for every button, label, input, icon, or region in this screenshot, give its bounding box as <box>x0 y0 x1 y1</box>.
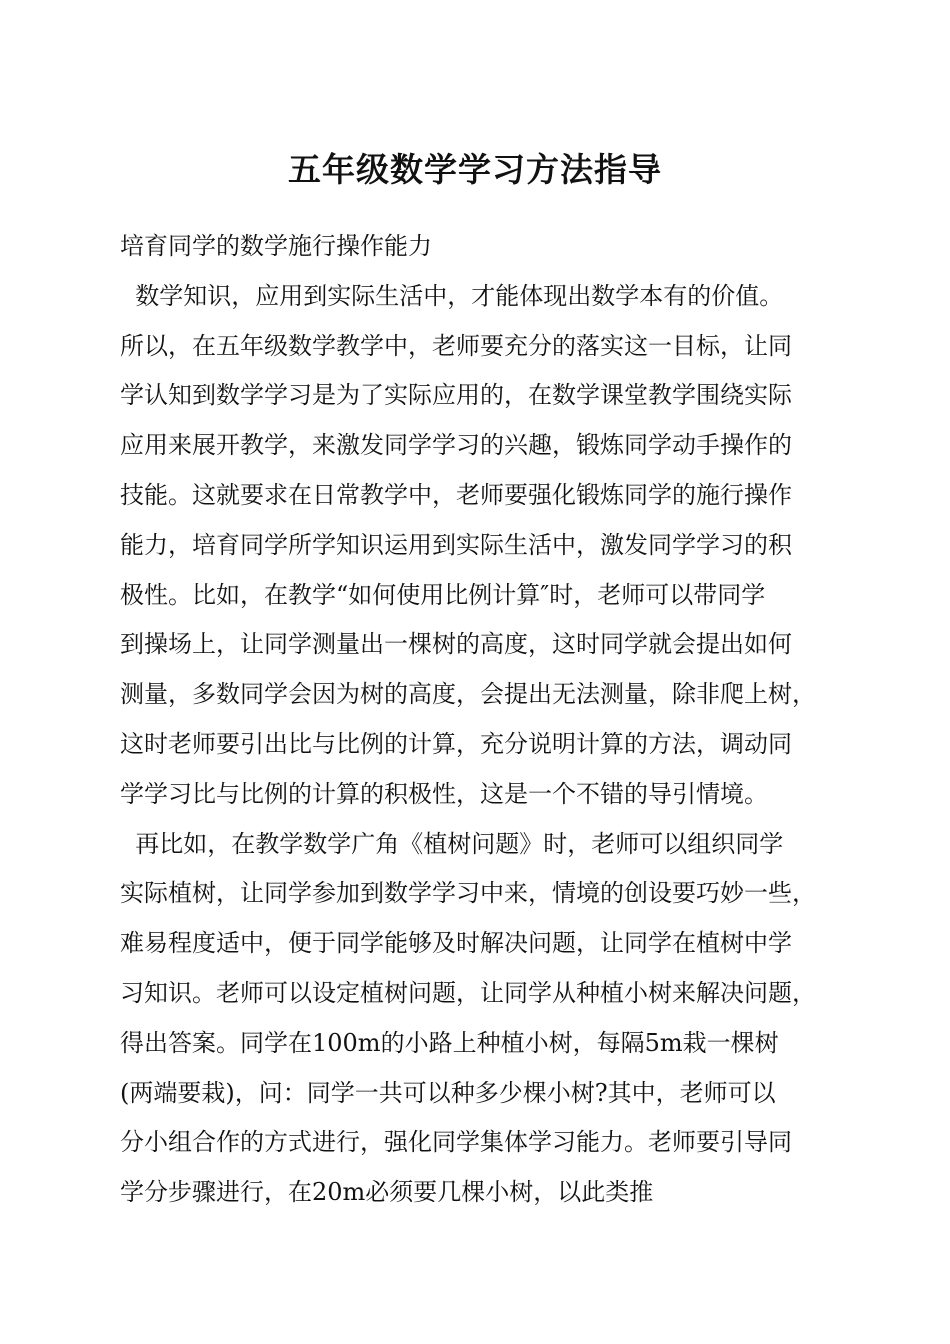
paragraph-line: 学分步骤进行，在20m必须要几棵小树，以此类推 <box>120 1178 654 1207</box>
paragraph-line: 实际植树，让同学参加到数学学习中来，情境的创设要巧妙一些， <box>120 879 816 908</box>
paragraph-line: 得出答案。同学在100m的小路上种植小树，每隔5m栽一棵树 <box>120 1028 779 1057</box>
paragraph-line: 所以，在五年级数学教学中，老师要充分的落实这一目标，让同 <box>120 331 792 360</box>
paragraph-line: 再比如，在教学数学广角《植树问题》时，老师可以组织同学 <box>120 829 784 858</box>
paragraph-line: 这时老师要引出比与比例的计算，充分说明计算的方法，调动同 <box>120 729 792 758</box>
paragraph-line: 测量，多数同学会因为树的高度，会提出无法测量，除非爬上树， <box>120 680 816 709</box>
document-body <box>120 222 860 1218</box>
paragraph-line: 极性。比如，在教学“如何使用比例计算″时，老师可以带同学 <box>120 580 766 609</box>
paragraph-line: 数学知识，应用到实际生活中，才能体现出数学本有的价值。 <box>120 281 784 310</box>
document-title: 五年级数学学习方法指导 <box>288 150 662 189</box>
paragraph-line: 习知识。老师可以设定植树问题，让同学从种植小树来解决问题， <box>120 978 816 1007</box>
paragraph-line: (两端要栽)，问：同学一共可以种多少棵小树?其中，老师可以 <box>120 1078 776 1107</box>
section-heading: 培育同学的数学施行操作能力 <box>120 232 432 260</box>
paragraph-line: 学认知到数学学习是为了实际应用的，在数学课堂教学围绕实际 <box>120 381 792 410</box>
paragraph-line: 技能。这就要求在日常教学中，老师要强化锻炼同学的施行操作 <box>120 480 792 509</box>
paragraph-line: 能力，培育同学所学知识运用到实际生活中，激发同学学习的积 <box>120 530 792 559</box>
paragraph-line: 应用来展开教学，来激发同学学习的兴趣，锻炼同学动手操作的 <box>120 431 792 460</box>
paragraph-line: 难易程度适中，便于同学能够及时解决问题，让同学在植树中学 <box>120 929 792 958</box>
paragraph-line: 学学习比与比例的计算的积极性，这是一个不错的导引情境。 <box>120 779 768 808</box>
paragraph-line: 分小组合作的方式进行，强化同学集体学习能力。老师要引导同 <box>120 1128 792 1157</box>
paragraph-line: 到操场上，让同学测量出一棵树的高度，这时同学就会提出如何 <box>120 630 792 659</box>
